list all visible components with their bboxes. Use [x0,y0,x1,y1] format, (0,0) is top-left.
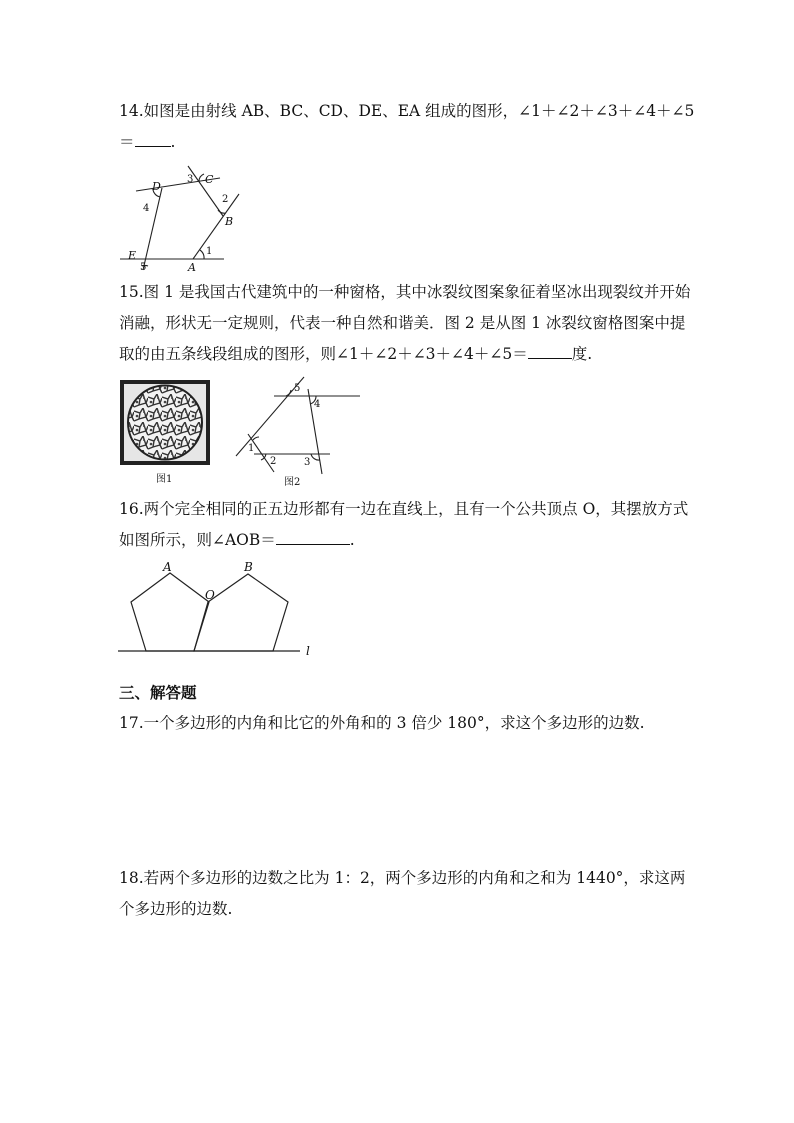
label-5: 5 [140,262,147,273]
q16-text-line2-prefix: 如图所示，则∠AOB＝ [119,531,276,549]
q16-period: . [349,531,355,549]
label-1: 1 [248,443,255,454]
right-pentagon [194,574,288,651]
fig1-caption: 图1 [156,474,173,485]
label-E: E [128,249,137,262]
q14-equals: ＝ [119,133,135,151]
q15-text-line3-suffix: 度. [571,345,593,363]
q17-text: 17.一个多边形的内角和比它的外角和的 3 倍少 180°，求这个多边形的边数. [119,714,645,732]
label-3: 3 [187,174,194,185]
q16-figure [118,558,323,662]
label-B: B [244,560,253,574]
q15-text-line2: 消融，形状无一定规则，代表一种自然和谐美．图 2 是从图 1 冰裂纹窗格图案中提 [119,314,686,332]
label-l: l [306,644,310,658]
label-3: 3 [304,457,311,468]
angle-5-arc [286,390,291,396]
q16-text-line2 [119,530,355,550]
q15-answer-blank[interactable] [528,344,572,359]
section-heading: 三、解答题 [119,684,197,702]
q14-text-line2 [119,132,175,152]
label-A: A [188,261,196,274]
q14-figure [120,160,250,276]
angle-1-arc [253,437,259,440]
q15-figure1-window [120,380,212,486]
q14-text-line1: 14.如图是由射线 AB、BC、CD、DE、EA 组成的图形，∠1＋∠2＋∠3＋∠4＋∠5 [119,102,695,120]
label-2: 2 [222,194,229,205]
q14-period: . [170,133,176,151]
label-O: O [205,588,215,602]
label-A: A [163,560,172,574]
label-C: C [205,173,214,186]
label-4: 4 [143,203,150,214]
angle-3-arc [199,174,204,181]
label-4: 4 [314,399,321,410]
label-B: B [225,215,234,228]
ray-ed [143,188,162,270]
q15-text-line3 [119,344,592,364]
label-1: 1 [206,246,213,257]
q14-answer-blank[interactable] [135,132,171,147]
q15-text-line1: 15.图 1 是我国古代建筑中的一种窗格，其中冰裂纹图案象征着坚冰出现裂纹并开始 [119,283,691,301]
q16-text-line1: 16.两个完全相同的正五边形都有一边在直线上，且有一个公共顶点 O，其摆放方式 [119,500,689,518]
q16-answer-blank[interactable] [276,530,350,545]
label-D: D [152,180,161,193]
q18-text-line1: 18.若两个多边形的边数之比为 1：2，两个多边形的内角和之和为 1440°，求这两 [119,869,686,887]
angle-1-arc [200,250,204,259]
label-5: 5 [294,383,301,394]
q15-text-line3-prefix: 取的由五条线段组成的图形，则∠1＋∠2＋∠3＋∠4＋∠5＝ [119,345,528,363]
q15-figure2 [232,374,362,488]
fig2-caption: 图2 [284,477,301,488]
label-2: 2 [270,456,277,467]
ice-crack-circle [128,386,202,460]
q18-text-line2: 个多边形的边数. [119,900,233,918]
